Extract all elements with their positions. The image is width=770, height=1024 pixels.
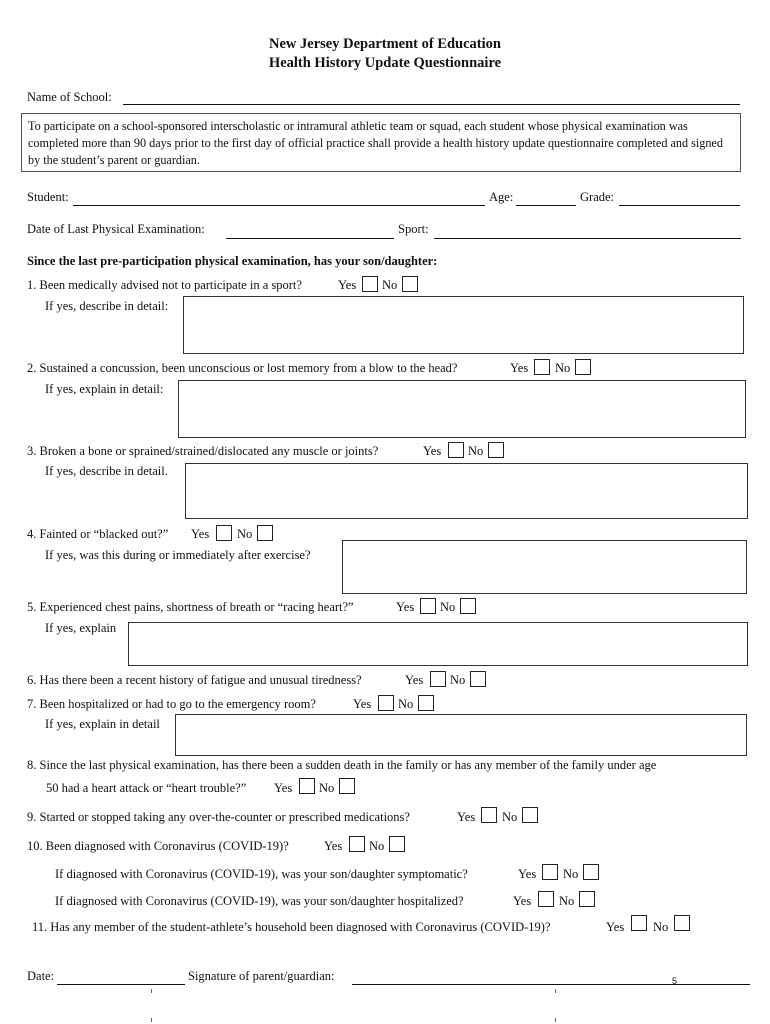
question-8-line1: 8. Since the last physical examination, has there been a sudden death in the family or has any member of the family under age — [27, 758, 657, 772]
school-name-field[interactable] — [123, 104, 740, 105]
student-label: Student: — [27, 190, 69, 204]
q2-detail-box[interactable] — [178, 380, 746, 438]
q4-followup-label: If yes, was this during or immediately after exercise? — [45, 548, 311, 562]
q9-yes-checkbox[interactable] — [481, 807, 497, 823]
scan-mark — [151, 1018, 152, 1022]
q7-yes-checkbox[interactable] — [378, 695, 394, 711]
q6-yes-checkbox[interactable] — [430, 671, 446, 687]
q10b-no-checkbox[interactable] — [579, 891, 595, 907]
q6-no-checkbox[interactable] — [470, 671, 486, 687]
q5-yes-label: Yes — [396, 600, 415, 614]
question-5: 5. Experienced chest pains, shortness of breath or “racing heart?” — [27, 600, 354, 614]
sport-label: Sport: — [398, 222, 429, 236]
q10a-yes-checkbox[interactable] — [542, 864, 558, 880]
q3-no-checkbox[interactable] — [488, 442, 504, 458]
q2-no-label: No — [555, 361, 571, 375]
q1-followup-label: If yes, describe in detail: — [45, 299, 169, 313]
q1-no-label: No — [382, 278, 398, 292]
q10b-yes-label: Yes — [513, 894, 532, 908]
q5-no-checkbox[interactable] — [460, 598, 476, 614]
scan-mark — [555, 989, 556, 993]
q10b-yes-checkbox[interactable] — [538, 891, 554, 907]
q9-no-checkbox[interactable] — [522, 807, 538, 823]
form-title: New Jersey Department of Education — [269, 36, 501, 52]
q2-yes-label: Yes — [510, 361, 529, 375]
q10a-no-checkbox[interactable] — [583, 864, 599, 880]
q9-yes-label: Yes — [457, 810, 476, 824]
questions-intro: Since the last pre-participation physical examination, has your son/daughter: — [27, 254, 438, 268]
q8-no-checkbox[interactable] — [339, 778, 355, 794]
q10-yes-checkbox[interactable] — [349, 836, 365, 852]
q2-yes-checkbox[interactable] — [534, 359, 550, 375]
q1-yes-label: Yes — [338, 278, 357, 292]
exam-date-label: Date of Last Physical Examination: — [27, 222, 205, 236]
signature-label: Signature of parent/guardian: — [188, 969, 335, 983]
q10b-no-label: No — [559, 894, 575, 908]
form-subtitle: Health History Update Questionnaire — [268, 55, 502, 71]
q8-yes-label: Yes — [274, 781, 293, 795]
q8-no-label: No — [319, 781, 335, 795]
q5-detail-box[interactable] — [128, 622, 748, 666]
question-9: 9. Started or stopped taking any over-the-counter or prescribed medications? — [27, 810, 410, 824]
question-2: 2. Sustained a concussion, been unconscious or lost memory from a blow to the head? — [27, 361, 458, 375]
q3-yes-label: Yes — [423, 444, 442, 458]
school-name-label: Name of School: — [27, 90, 112, 104]
q11-yes-label: Yes — [606, 920, 625, 934]
q8-yes-checkbox[interactable] — [299, 778, 315, 794]
q5-no-label: No — [440, 600, 456, 614]
q7-detail-box[interactable] — [175, 714, 747, 756]
date-field[interactable] — [57, 984, 185, 985]
grade-field[interactable] — [619, 205, 740, 206]
question-3: 3. Broken a bone or sprained/strained/dislocated any muscle or joints? — [27, 444, 379, 458]
q4-no-label: No — [237, 527, 253, 541]
q4-yes-checkbox[interactable] — [216, 525, 232, 541]
q10a-no-label: No — [563, 867, 579, 881]
q10-no-checkbox[interactable] — [389, 836, 405, 852]
q6-yes-label: Yes — [405, 673, 424, 687]
q2-no-checkbox[interactable] — [575, 359, 591, 375]
q4-detail-box[interactable] — [342, 540, 747, 594]
q4-no-checkbox[interactable] — [257, 525, 273, 541]
signature-field[interactable] — [352, 984, 750, 985]
q3-detail-box[interactable] — [185, 463, 748, 519]
q2-followup-label: If yes, explain in detail: — [45, 382, 164, 396]
date-label: Date: — [27, 969, 55, 983]
question-8-line2: 50 had a heart attack or “heart trouble?” — [46, 781, 247, 795]
q7-yes-label: Yes — [353, 697, 372, 711]
question-10-symptomatic: If diagnosed with Coronavirus (COVID-19), was your son/daughter symptomatic? — [55, 867, 468, 881]
q1-yes-checkbox[interactable] — [362, 276, 378, 292]
q7-followup-label: If yes, explain in detail — [45, 717, 160, 731]
grade-label: Grade: — [580, 190, 615, 204]
age-field[interactable] — [516, 205, 576, 206]
q5-followup-label: If yes, explain — [45, 621, 117, 635]
q11-yes-checkbox[interactable] — [631, 915, 647, 931]
exam-date-field[interactable] — [226, 238, 394, 239]
q1-no-checkbox[interactable] — [402, 276, 418, 292]
q6-no-label: No — [450, 673, 466, 687]
q5-yes-checkbox[interactable] — [420, 598, 436, 614]
q1-detail-box[interactable] — [183, 296, 744, 354]
page-number: 5 — [672, 976, 678, 986]
eligibility-notice: To participate on a school-sponsored interscholastic or intramural athletic team or squad, each student whose physical examination was completed more than 90 days prior to the first day of official practice shall provide a health history update questionnaire completed and signed by the student’s parent or guardian. — [21, 113, 741, 172]
question-10-hospitalized: If diagnosed with Coronavirus (COVID-19), was your son/daughter hospitalized? — [55, 894, 464, 908]
q10-no-label: No — [369, 839, 385, 853]
q7-no-checkbox[interactable] — [418, 695, 434, 711]
scan-mark — [151, 989, 152, 993]
question-6: 6. Has there been a recent history of fatigue and unusual tiredness? — [27, 673, 362, 687]
sport-field[interactable] — [434, 238, 741, 239]
question-1: 1. Been medically advised not to participate in a sport? — [27, 278, 302, 292]
age-label: Age: — [489, 190, 514, 204]
question-11: 11. Has any member of the student-athlete’s household been diagnosed with Coronavirus (COVID-19)? — [32, 920, 551, 934]
q11-no-label: No — [653, 920, 669, 934]
q4-yes-label: Yes — [191, 527, 210, 541]
q3-followup-label: If yes, describe in detail. — [45, 464, 168, 478]
scan-mark — [555, 1018, 556, 1022]
q3-no-label: No — [468, 444, 484, 458]
q3-yes-checkbox[interactable] — [448, 442, 464, 458]
question-10: 10. Been diagnosed with Coronavirus (COVID-19)? — [27, 839, 289, 853]
student-name-field[interactable] — [73, 205, 485, 206]
question-4: 4. Fainted or “blacked out?” — [27, 527, 169, 541]
q10a-yes-label: Yes — [518, 867, 537, 881]
q7-no-label: No — [398, 697, 414, 711]
q10-yes-label: Yes — [324, 839, 343, 853]
q11-no-checkbox[interactable] — [674, 915, 690, 931]
question-7: 7. Been hospitalized or had to go to the emergency room? — [27, 697, 316, 711]
q9-no-label: No — [502, 810, 518, 824]
